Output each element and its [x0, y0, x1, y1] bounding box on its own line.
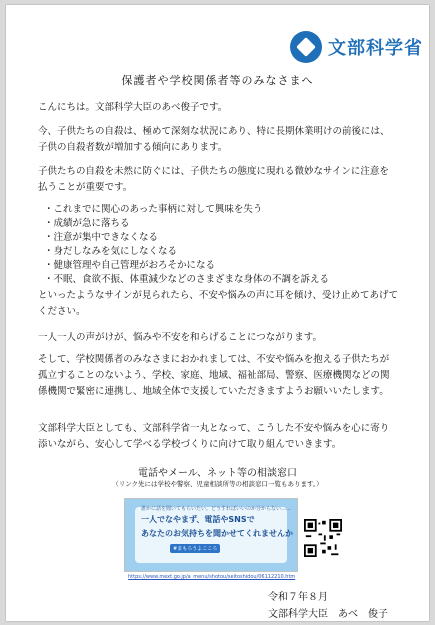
document-page: [6, 5, 429, 621]
banner-tag: #まもろうよこころ: [170, 544, 220, 553]
warning-signs-list: [44, 203, 329, 287]
banner-line-1: 一人でなやまず、電話やSNSで: [141, 515, 255, 524]
sign-item: ・注意が集中できなくなる: [44, 232, 159, 243]
paragraph-1: 今、子供たちの自殺は、極めて深刻な状況にあり、特に長期休業明けの前後には、子供の自殺者数が増加する傾向にあります。: [38, 126, 390, 153]
paragraph-6: 文部科学大臣としても、文部科学省一丸となって、こうした不安や悩みを心に寄り添いながら、安心して学べる学校づくりに向けて取り組んでいきます。: [38, 423, 390, 450]
paragraph-2: 子供たちの自殺を未然に防ぐには、子供たちの態度に現れる微妙なサインに注意を払うことが重要です。: [38, 166, 389, 193]
paragraph-4: 一人一人の声がけが、悩みや不安を和らげることにつながります。: [38, 332, 323, 343]
sign-item: ・これまでに関心のあった事柄に対して興味を失う: [44, 204, 263, 215]
sign-item: ・不眠、食欲不振、体重減少などのさまざまな身体の不調を訴える: [44, 274, 330, 285]
banner-line-2: あなたのお気持ちを聞かせてくれませんか: [141, 529, 293, 538]
greeting: こんにちは。文部科学大臣のあべ俊子です。: [38, 102, 228, 113]
sign-item: ・身だしなみを気にしなくなる: [44, 246, 178, 257]
mext-logo-icon: [290, 31, 322, 63]
consultation-banner[interactable]: [124, 498, 298, 572]
banner-small-text: 誰かに話を聞いてもらいたい。どうすればいいのか分からない……: [141, 506, 292, 512]
sign-item: ・成績が急に落ちる: [44, 218, 130, 229]
signature-date: 令和７年８月: [268, 592, 328, 603]
qr-code-icon[interactable]: [304, 519, 342, 557]
document-title: 保護者や学校関係者等のみなさまへ: [121, 74, 314, 87]
paragraph-5: そして、学校関係者のみなさまにおかれましては、不安や悩みを抱える子供たちが孤立することのないよう、学校、家庭、地域、福祉部局、警察、医療機関などの関係機関で緊密に連携し、地域全体で支援していただきますようお願いいたします。: [38, 354, 390, 397]
signature-name: 文部科学大臣 あべ 俊子: [268, 609, 388, 620]
sign-item: ・健康管理や自己管理がおろそかになる: [44, 260, 216, 271]
ministry-name: 文部科学省: [328, 38, 423, 59]
consult-url-link[interactable]: https://www.mext.go.jp/a_menu/shotou/seitoshidou/06112210.htm: [128, 574, 296, 580]
consult-heading: 電話やメール、ネット等の相談窓口: [138, 468, 297, 479]
paragraph-3: といったようなサインが見られたら、不安や悩みの声に耳を傾け、受け止めてあげてください。: [38, 290, 398, 317]
ministry-logo: [290, 31, 423, 63]
consult-note: （リンク先には学校や警察、児童相談所等の相談窓口一覧もあります。）: [112, 480, 323, 488]
